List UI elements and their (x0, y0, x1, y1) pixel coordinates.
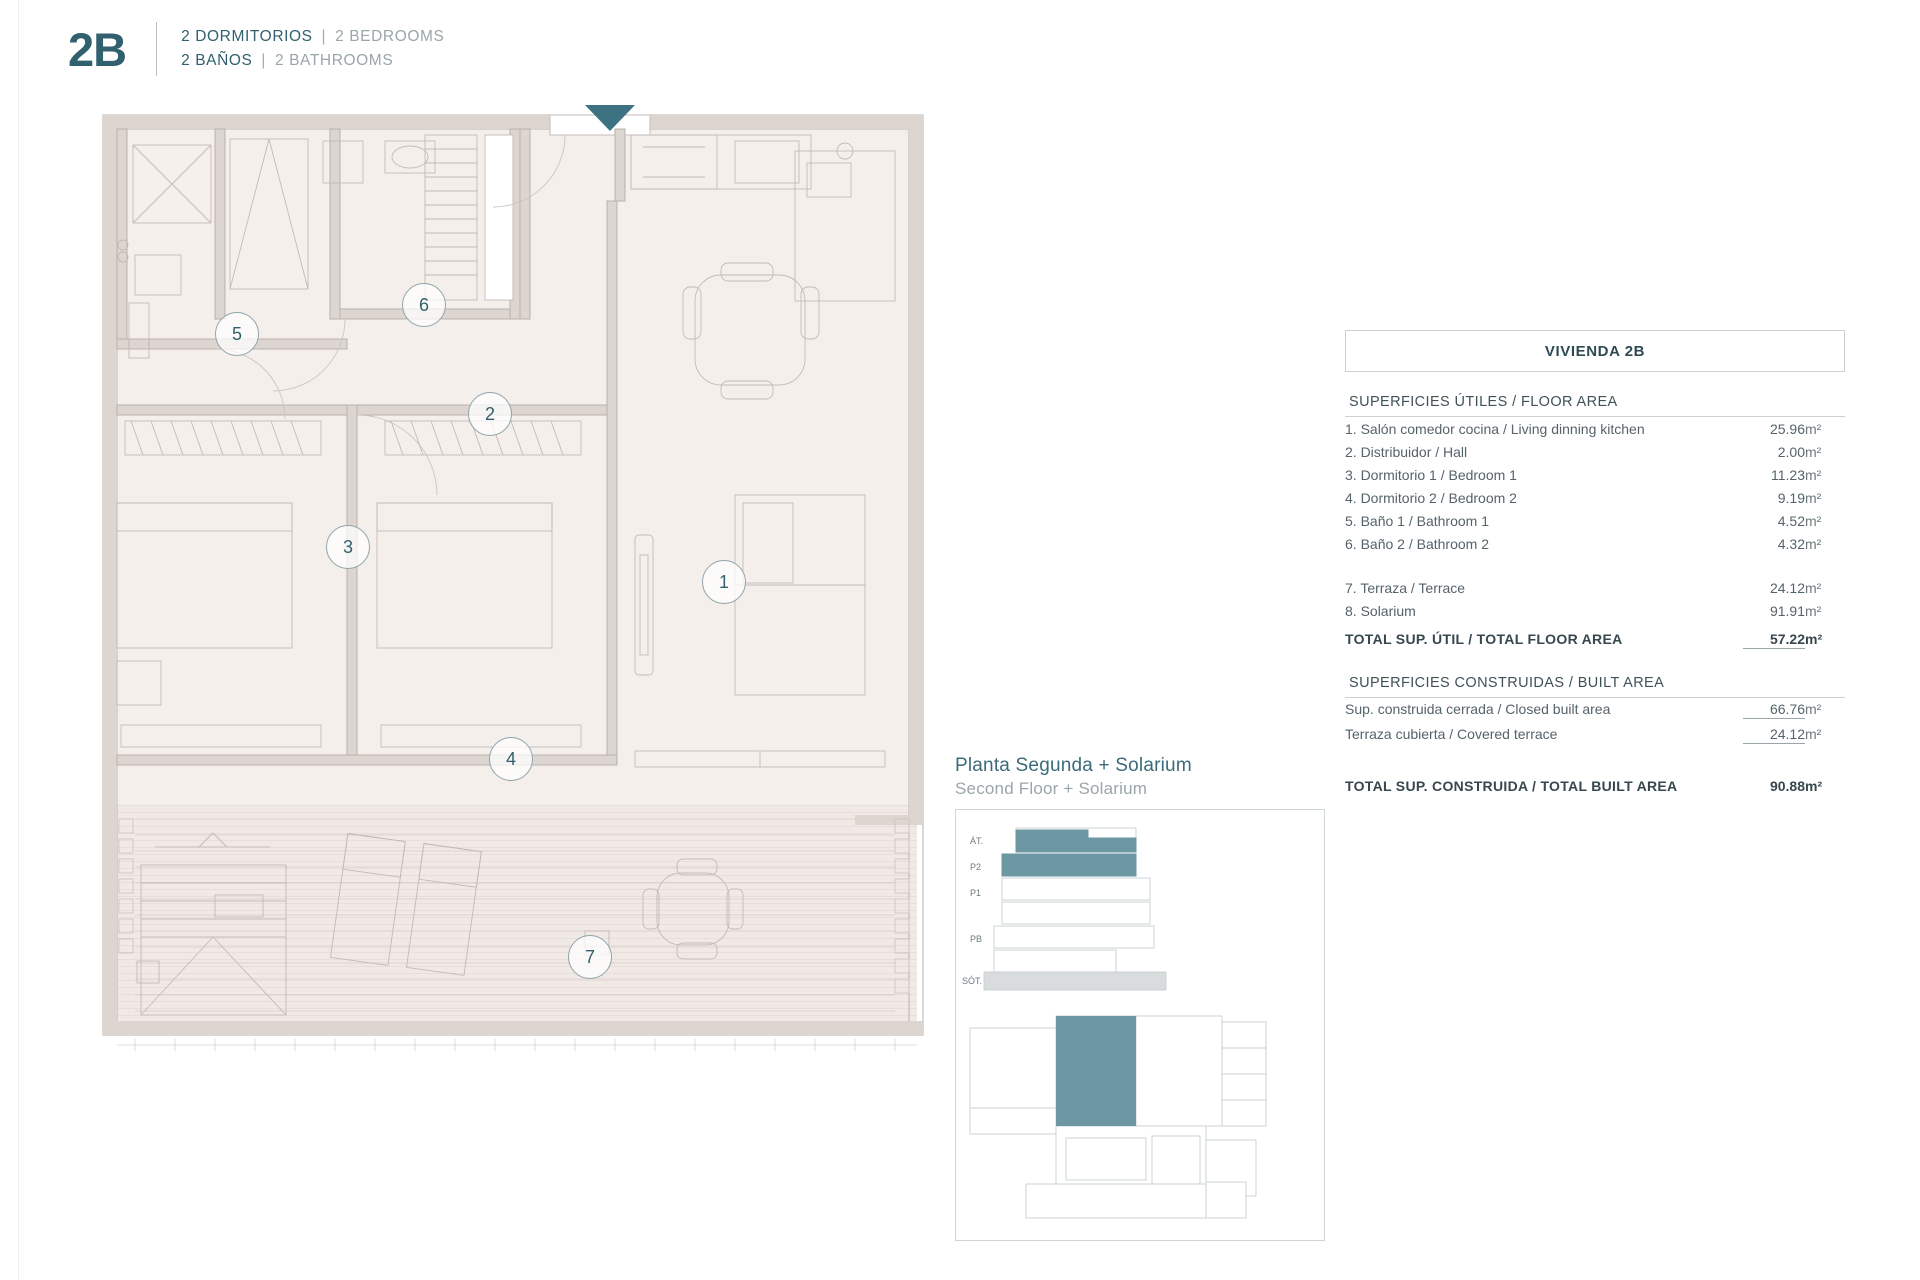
floor-area-section-title: SUPERFICIES ÚTILES / FLOOR AREA (1349, 394, 1618, 410)
total-built-area-value: 90.88 (1769, 777, 1805, 794)
built-label: Terraza cubierta / Covered terrace (1345, 726, 1558, 742)
room-value: 11.23 (1771, 466, 1805, 483)
bathrooms-en: 2 BATHROOMS (274, 52, 394, 69)
table-row (1345, 440, 1845, 463)
room-number-4: 4 (489, 737, 533, 781)
header-bedrooms-line (181, 25, 444, 49)
table-spacer (1345, 748, 1845, 769)
room-label: 7. Terraza / Terrace (1345, 579, 1466, 596)
bedrooms-en: 2 BEDROOMS (335, 27, 445, 45)
room-unit: m² (1805, 602, 1822, 619)
table-row (1345, 509, 1845, 532)
table-row (1345, 486, 1845, 509)
table-row (1345, 698, 1845, 723)
room-unit: m² (1805, 512, 1822, 529)
header-sep-2: | (261, 52, 267, 69)
table-row (1345, 723, 1845, 748)
room-label: 2. Distribuidor / Hall (1345, 443, 1468, 460)
floor-area-table (1345, 417, 1845, 653)
room-label: 4. Dormitorio 2 / Bedroom 2 (1345, 489, 1517, 506)
room-label: 8. Solarium (1345, 602, 1416, 619)
room-number-3: 3 (326, 525, 370, 569)
room-unit: m² (1805, 535, 1822, 552)
svg-text:ÁT.: ÁT. (970, 836, 984, 846)
bathrooms-es: 2 BAÑOS (181, 52, 253, 69)
header-bathrooms-line (181, 49, 444, 73)
room-number-5: 5 (215, 312, 259, 356)
total-floor-area-unit: m² (1805, 631, 1823, 647)
room-value: 2.00 (1777, 443, 1805, 460)
room-value: 25.96 (1769, 420, 1805, 437)
page-header (68, 22, 444, 76)
floor-area-total-row (1345, 622, 1845, 653)
built-area-total-row (1345, 769, 1845, 798)
built-area-section-title: SUPERFICIES CONSTRUIDAS / BUILT AREA (1349, 674, 1665, 691)
svg-text:P1: P1 (970, 888, 982, 898)
room-unit: m² (1805, 420, 1822, 437)
built-value: 24.12 (1743, 726, 1805, 744)
built-area-table (1345, 698, 1845, 798)
header-text-block (181, 25, 444, 73)
room-label: 6. Baño 2 / Bathroom 2 (1345, 535, 1489, 552)
key-plan-title-es: Planta Segunda + Solarium (955, 755, 1192, 776)
built-unit: m² (1805, 701, 1822, 717)
room-unit: m² (1805, 443, 1822, 460)
room-value: 4.52 (1777, 512, 1805, 529)
header-divider (156, 22, 157, 76)
left-edge-rule (18, 0, 19, 1280)
total-built-area-label: TOTAL SUP. CONSTRUIDA / TOTAL BUILT AREA (1345, 777, 1678, 794)
table-row (1345, 417, 1845, 440)
table-row (1345, 463, 1845, 486)
room-label: 3. Dormitorio 1 / Bedroom 1 (1345, 466, 1517, 483)
table-row (1345, 532, 1845, 555)
built-value: 66.76 (1743, 701, 1805, 719)
room-label: 1. Salón comedor cocina / Living dinning kitchen (1345, 420, 1645, 437)
area-schedule-panel (1345, 330, 1845, 797)
room-unit: m² (1805, 466, 1822, 483)
svg-text:P2: P2 (970, 862, 982, 872)
room-value: 4.32 (1777, 535, 1805, 552)
unit-title-box: VIVIENDA 2B (1345, 330, 1845, 372)
room-value: 91.91 (1769, 602, 1805, 619)
svg-text:SÓT.: SÓT. (962, 976, 983, 986)
room-value: 24.12 (1769, 579, 1805, 596)
unit-code: 2B (68, 22, 127, 76)
room-number-2: 2 (468, 392, 512, 436)
floor-plan (95, 105, 935, 1075)
key-plan-title-en: Second Floor + Solarium (955, 779, 1148, 798)
room-unit: m² (1805, 579, 1822, 596)
table-spacer (1345, 555, 1845, 576)
table-row (1345, 576, 1845, 599)
svg-text:PB: PB (970, 934, 983, 944)
room-value: 9.19 (1777, 489, 1805, 506)
floor-plan-drawing (95, 105, 935, 1075)
room-number-7: 7 (568, 935, 612, 979)
key-plan-block (955, 755, 1325, 1241)
bedrooms-es: 2 DORMITORIOS (181, 27, 313, 45)
built-area-section (1345, 675, 1845, 798)
room-label: 5. Baño 1 / Bathroom 1 (1345, 512, 1489, 529)
total-floor-area-label: TOTAL SUP. ÚTIL / TOTAL FLOOR AREA (1345, 631, 1623, 647)
total-floor-area-value: 57.22 (1743, 631, 1805, 649)
header-sep-1: | (321, 27, 327, 45)
room-unit: m² (1805, 489, 1822, 506)
table-row (1345, 599, 1845, 622)
total-built-area-unit: m² (1805, 777, 1823, 794)
built-unit: m² (1805, 726, 1822, 742)
key-plan-box (955, 809, 1325, 1241)
room-number-6: 6 (402, 283, 446, 327)
built-label: Sup. construida cerrada / Closed built area (1345, 701, 1611, 717)
floor-area-section (1345, 394, 1845, 653)
key-plan-diagram (956, 810, 1322, 1238)
room-number-1: 1 (702, 560, 746, 604)
